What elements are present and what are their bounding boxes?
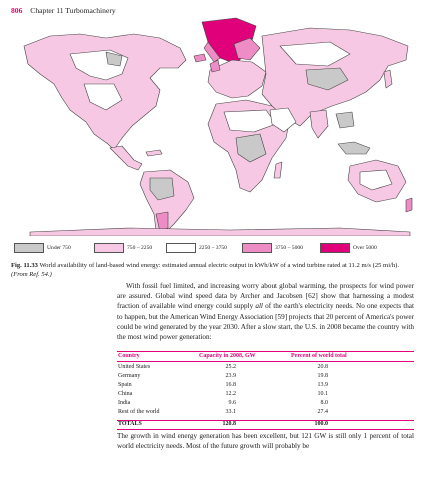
table-cell-capacity: 25.2 (225, 364, 236, 370)
legend-label: 750 – 2250 (127, 245, 153, 251)
table-header-percent: Percent of world total (291, 353, 347, 359)
table-cell-percent: 20.8 (317, 364, 328, 370)
legend-item-2250-3750 (166, 242, 227, 254)
legend-item-under-750 (14, 242, 71, 254)
world-wind-map (10, 14, 414, 236)
caption-text: World availability of land-based wind energy: estimated annual electric output in kWh/kW of a wind turbine rated at 11.2 m/s (25 mi/h). (39, 262, 399, 269)
table-cell-percent: 19.8 (317, 373, 328, 379)
table-cell-country: China (118, 391, 133, 397)
chapter-title: Chapter 11 Turbomachinery (30, 6, 116, 15)
legend-label: Over 5000 (353, 245, 377, 251)
legend-label: Under 750 (47, 245, 71, 251)
legend-item-3750-5000 (242, 242, 303, 254)
page-number: 806 (11, 6, 23, 15)
table-cell-country: Rest of the world (118, 409, 160, 415)
new-zealand (406, 198, 412, 212)
madagascar (274, 162, 282, 178)
se-asia-grey (336, 112, 354, 128)
iceland (194, 54, 206, 62)
paragraph-1-text-cont: of the earth's electricity needs. No one expects that to happen, but the American Wind Energy Association [59] projects that 20 percent of America's power could be wind generated by the year 2030. After a slow start, the U.S. in 2008 became the country with the most wind power generation: (117, 302, 414, 342)
india (310, 110, 328, 138)
paragraph-2: The growth in wind energy generation has been excellent, but 121 GW is still only 1 percent of total world electricity needs. Most of the future growth will probably be (117, 432, 414, 451)
table-cell-percent: 27.4 (317, 409, 328, 415)
legend-swatch (242, 243, 272, 253)
table-cell-capacity: 33.1 (225, 409, 236, 415)
paragraph-1-text: With fossil fuel limited, and increasing worry about global warming, the prospects for wind power are assured. Global wind speed data by Archer and Jacobsen [62] show that harnessing a modest fraction of available wind energy could supply (117, 282, 414, 311)
legend-swatch (14, 243, 44, 253)
table-cell-capacity: 12.2 (225, 391, 236, 397)
british-isles (210, 60, 220, 72)
table-cell-country: United States (118, 364, 151, 370)
table-header-country: Country (118, 353, 140, 359)
paragraph-1 (117, 281, 414, 342)
table-header-capacity: Capacity in 2008, GW (199, 353, 256, 359)
table-rule-bottom (117, 429, 414, 430)
table-cell-capacity: 9.6 (228, 400, 236, 406)
table-cell-percent: 10.1 (317, 391, 328, 397)
table-cell-totals-capacity: 120.8 (222, 421, 236, 427)
caption-source: (From Ref. 54.) (11, 270, 52, 278)
table-row (117, 400, 414, 408)
table-totals-row (117, 421, 414, 429)
legend-swatch (320, 243, 350, 253)
table-cell-percent: 13.9 (317, 382, 328, 388)
figure-caption (11, 262, 413, 279)
table-row (117, 382, 414, 390)
table-rule-top (117, 351, 414, 352)
table-row (117, 373, 414, 381)
table-row (117, 391, 414, 399)
legend-swatch (166, 243, 196, 253)
antarctica (30, 228, 410, 236)
table-cell-country: Spain (118, 382, 132, 388)
central-america (110, 146, 142, 170)
table-cell-totals-label: TOTALS (118, 421, 142, 427)
legend-label: 3750 – 5000 (275, 245, 303, 251)
table-cell-capacity: 16.8 (225, 382, 236, 388)
table-cell-capacity: 23.9 (225, 373, 236, 379)
indonesia (338, 142, 370, 154)
table-cell-percent: 8.0 (320, 400, 328, 406)
legend-item-over-5000 (320, 242, 377, 254)
paragraph-1-emphasis: all (255, 302, 263, 311)
map-legend (14, 242, 414, 256)
table-cell-totals-percent: 100.0 (314, 421, 328, 427)
table-cell-country: India (118, 400, 131, 406)
figure-label: Fig. 11.33 (11, 262, 38, 269)
caribbean (146, 150, 162, 156)
legend-swatch (94, 243, 124, 253)
table-cell-country: Germany (118, 373, 141, 379)
table-row (117, 364, 414, 372)
table-row (117, 409, 414, 417)
legend-label: 2250 – 3750 (199, 245, 227, 251)
legend-item-750-2250 (94, 242, 152, 254)
japan (384, 70, 392, 88)
table-rule-header (117, 361, 414, 362)
